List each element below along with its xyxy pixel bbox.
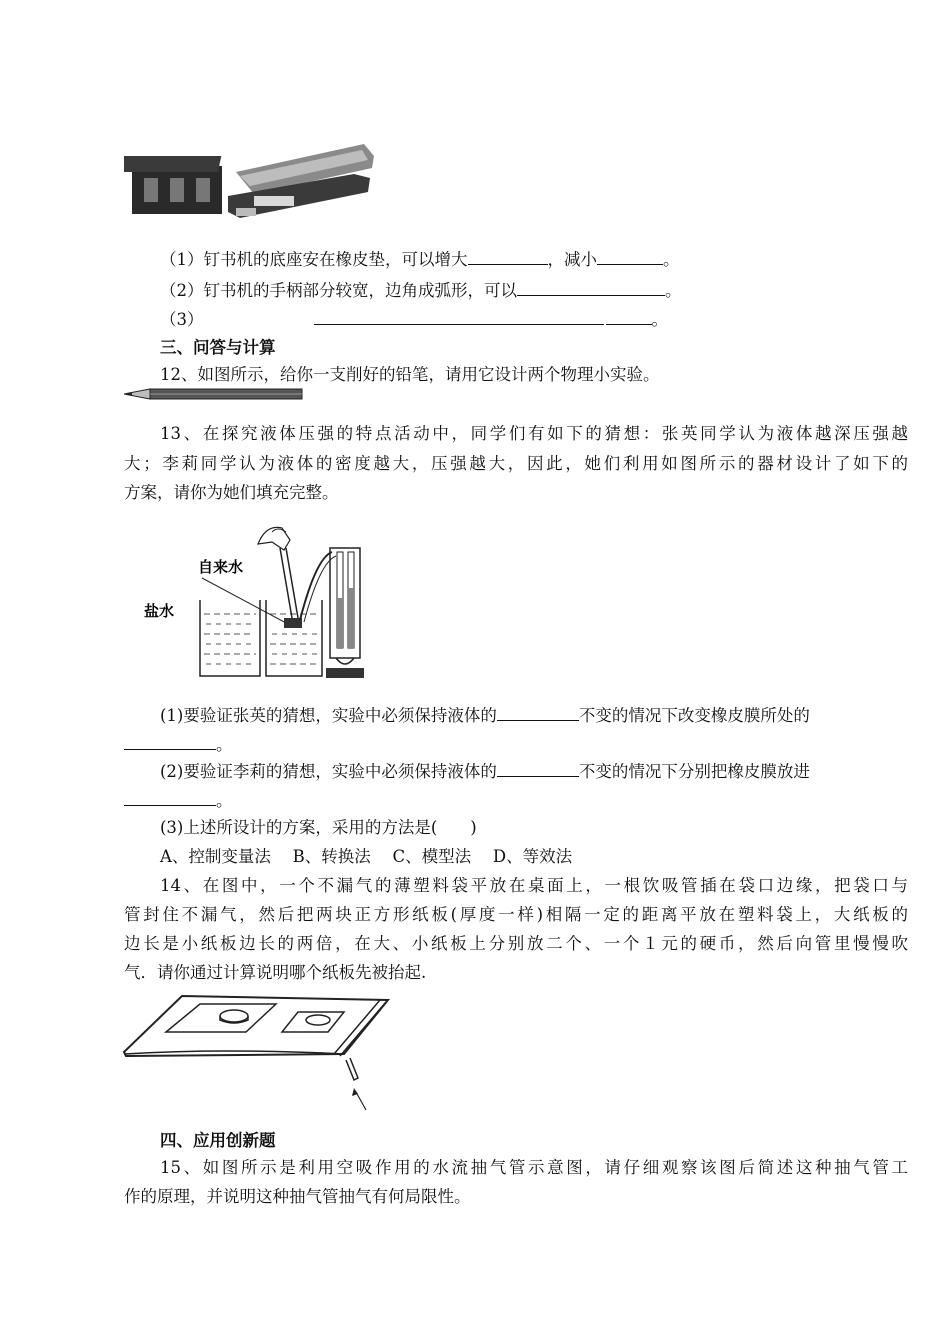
section-3-heading: 三、问答与计算 — [160, 338, 276, 357]
question-13-part3: (3)上述所设计的方案，采用的方法是( ) — [160, 818, 477, 837]
answer-blank[interactable] — [314, 308, 604, 325]
question-12: 12、如图所示，给你一支削好的铅笔，请用它设计两个物理小实验。 — [160, 365, 660, 384]
question-14-line1: 14、在图中，一个不漏气的薄塑料袋平放在桌面上，一根饮吸管插在袋口边缘，把袋口与 — [160, 876, 908, 895]
question-14-line2: 管封住不漏气，然后把两块正方形纸板(厚度一样)相隔一定的距离平放在塑料袋上，大纸板的 — [124, 905, 908, 924]
stapler-q1: （1）钉书机的底座安在橡皮垫，可以增大 ，减小 。 — [160, 250, 680, 269]
answer-blank[interactable] — [497, 704, 579, 721]
answer-blank[interactable] — [497, 760, 579, 777]
answer-blank[interactable] — [124, 789, 216, 806]
question-14-line4: 气．请你通过计算说明哪个纸板先被抬起. — [124, 963, 427, 982]
answer-blank[interactable] — [517, 279, 665, 296]
answer-blank[interactable] — [606, 308, 652, 325]
section-4-heading: 四、应用创新题 — [160, 1131, 276, 1150]
question-15-line2: 作的原理，并说明这种抽气管抽气有何局限性。 — [124, 1187, 471, 1206]
question-14-line3: 边长是小纸板边长的两倍，在大、小纸板上分别放二个、一个１元的硬币，然后向管里慢慢吹 — [124, 934, 908, 953]
question-13-part2-cont: 。 — [124, 789, 233, 813]
label-tap-water: 自来水 — [198, 558, 244, 576]
question-13-part1-cont: 。 — [124, 733, 233, 757]
answer-blank[interactable] — [597, 248, 663, 265]
liquid-pressure-figure — [140, 518, 380, 688]
plastic-bag-figure — [122, 988, 412, 1112]
question-13-line2: 大；李莉同学认为液体的密度越大，压强越大，因此，她们利用如图所示的器材设计了如下的 — [124, 454, 908, 473]
question-15-line1: 15、如图所示是利用空吸作用的水流抽气管示意图，请仔细观察该图后简述这种抽气管工 — [160, 1158, 908, 1177]
answer-blank[interactable] — [124, 733, 216, 750]
answer-blank[interactable] — [468, 248, 548, 265]
label-salt-water: 盐水 — [144, 602, 175, 620]
stapler-q2: （2）钉书机的手柄部分较宽，边角成弧形，可以 。 — [160, 281, 682, 300]
pencil-figure — [124, 386, 304, 402]
question-13-part2: (2)要验证李莉的猜想，实验中必须保持液体的 不变的情况下分别把橡皮膜放进 — [160, 762, 810, 781]
question-13-line3: 方案，请你为她们填充完整。 — [124, 483, 339, 502]
stapler-photo — [124, 134, 378, 226]
question-13-options[interactable]: A、控制变量法 B、转换法 C、模型法 D、等效法 — [160, 847, 573, 866]
question-13-part1: (1)要验证张英的猜想，实验中必须保持液体的 不变的情况下改变橡皮膜所处的 — [160, 706, 810, 725]
stapler-q3: （3） 。 — [160, 310, 668, 329]
question-13-line1: 13、在探究液体压强的特点活动中，同学们有如下的猜想：张英同学认为液体越深压强越 — [160, 424, 908, 443]
